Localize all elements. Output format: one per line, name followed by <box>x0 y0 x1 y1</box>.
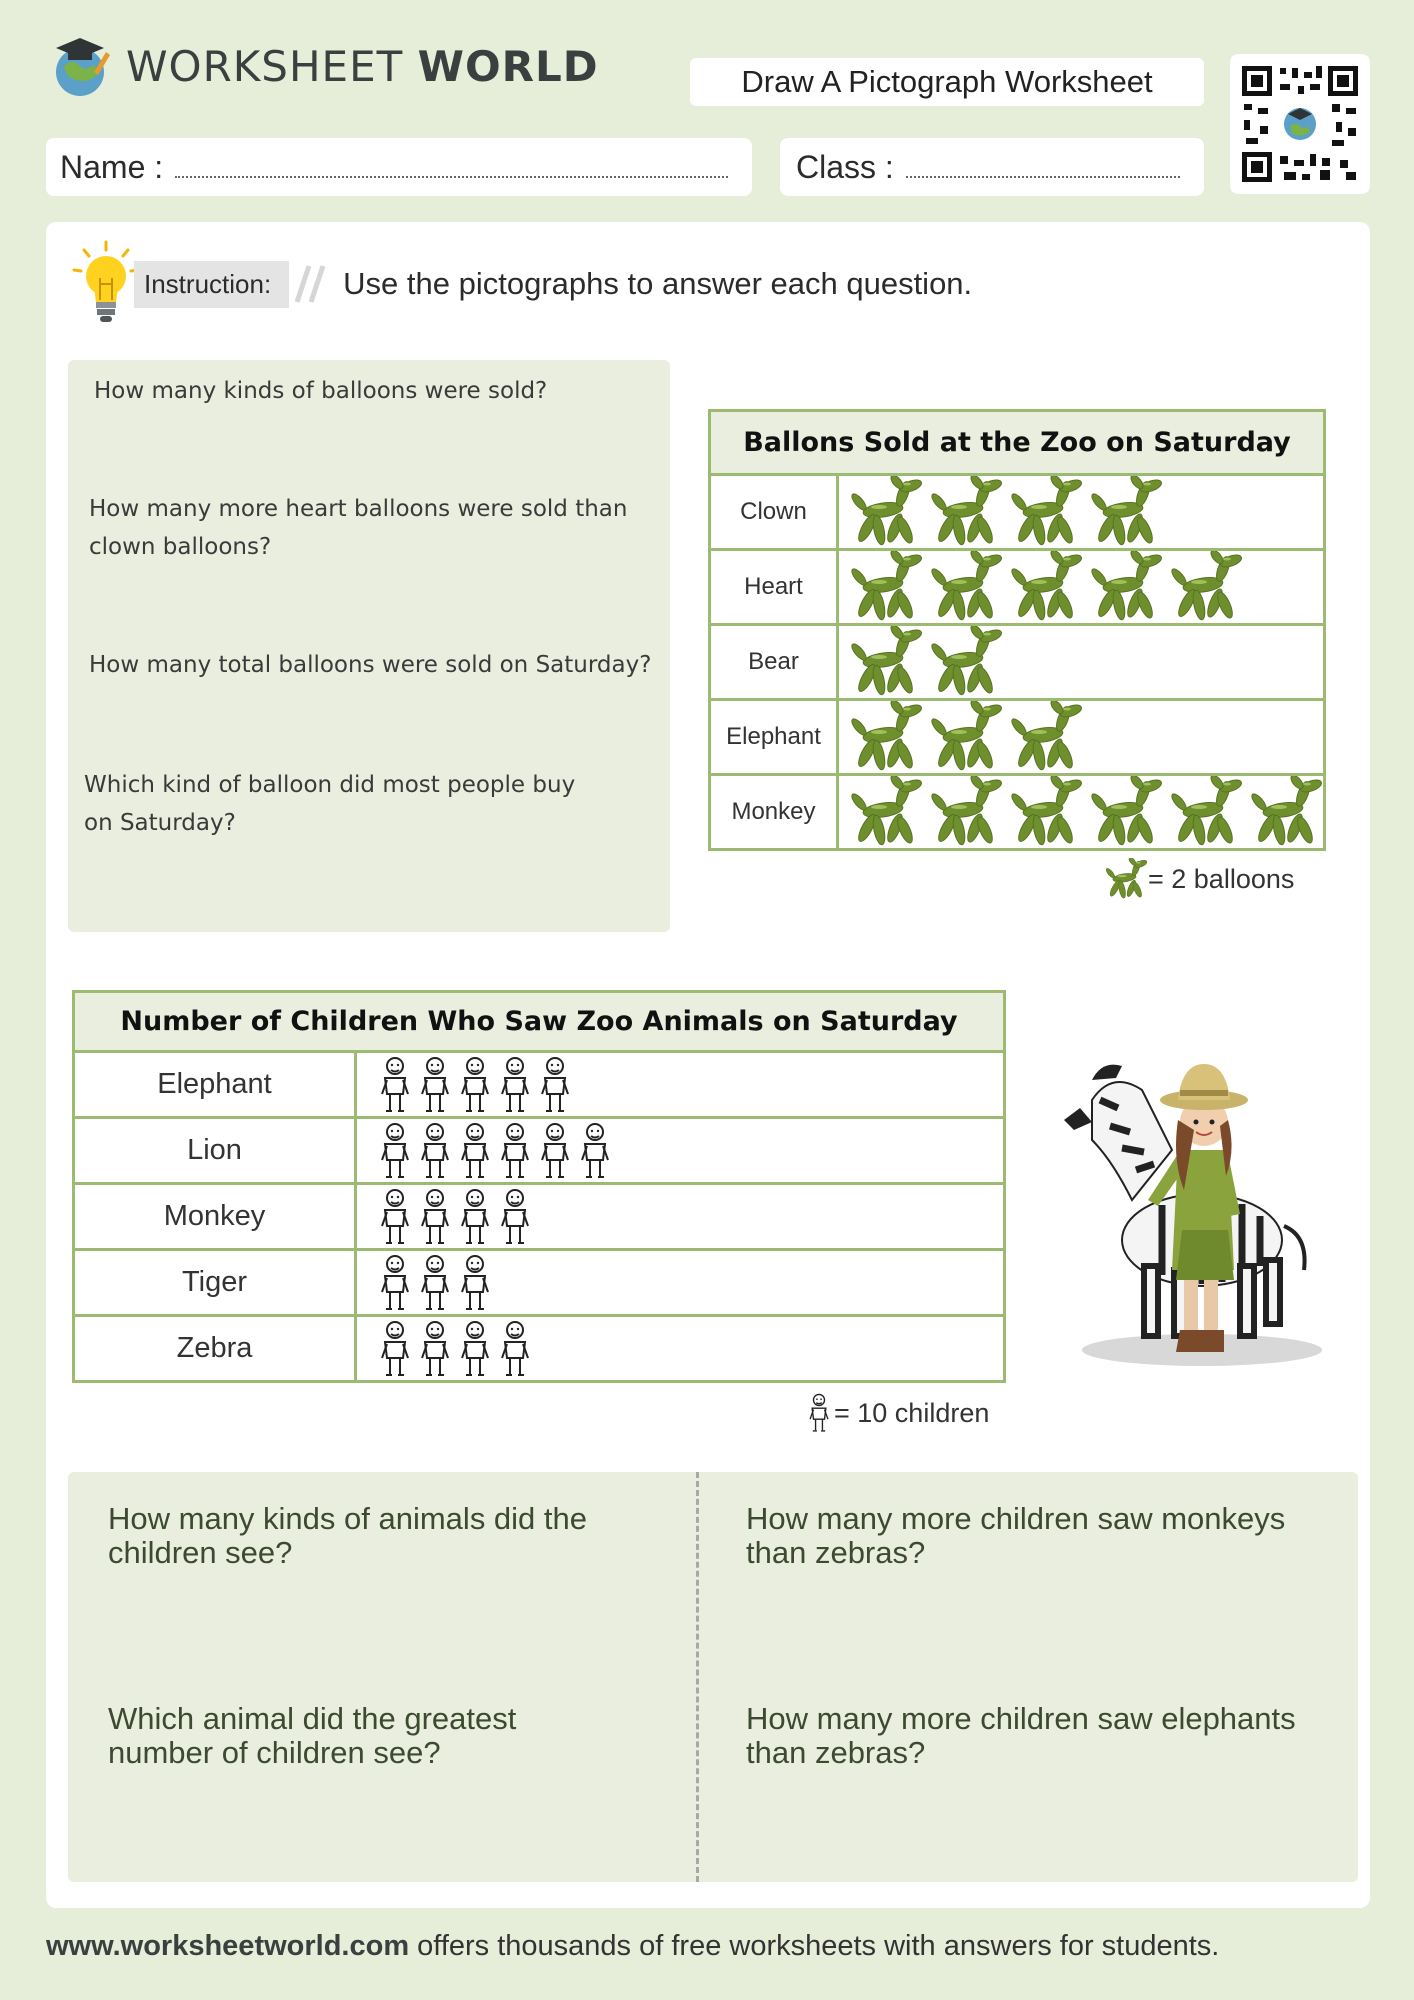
child-icon <box>419 1320 451 1378</box>
children-row-label: Lion <box>74 1118 356 1184</box>
class-write-line[interactable] <box>906 156 1180 178</box>
balloon-chart-title: Ballons Sold at the Zoo on Saturday <box>710 411 1325 475</box>
children-row <box>74 1184 1005 1250</box>
balloon-question-1: How many kinds of balloons were sold? <box>94 378 548 404</box>
child-icon <box>579 1122 611 1180</box>
balloon-dog-icon <box>925 776 1003 848</box>
children-question-1: How many kinds of animals did the children see? <box>108 1501 588 1570</box>
child-icon <box>459 1254 491 1312</box>
balloon-row <box>710 625 1325 700</box>
balloon-question-3: How many total balloons were sold on Saturday? <box>89 652 652 678</box>
children-row-icons <box>356 1118 1005 1184</box>
qr-code-icon <box>1240 64 1360 184</box>
child-icon <box>459 1122 491 1180</box>
child-icon <box>419 1188 451 1246</box>
children-row <box>74 1052 1005 1118</box>
balloon-row-icons <box>838 550 1325 625</box>
children-row-label: Elephant <box>74 1052 356 1118</box>
site-logo <box>46 32 599 100</box>
questions-divider <box>696 1472 699 1882</box>
balloon-row-label: Monkey <box>710 775 838 850</box>
balloon-dog-icon <box>1085 551 1163 623</box>
balloon-row-label: Heart <box>710 550 838 625</box>
children-row <box>74 1118 1005 1184</box>
balloon-row <box>710 775 1325 850</box>
child-icon <box>499 1188 531 1246</box>
child-icon <box>419 1254 451 1312</box>
balloon-dog-icon <box>845 776 923 848</box>
balloon-dog-icon <box>845 626 923 698</box>
balloon-row-icons <box>838 475 1325 550</box>
children-pictograph <box>72 990 1006 1383</box>
balloon-dog-icon <box>1005 776 1083 848</box>
children-row-icons <box>356 1184 1005 1250</box>
child-icon <box>539 1056 571 1114</box>
balloon-question-2: How many more heart balloons were sold than clown balloons? <box>89 496 628 560</box>
balloon-row <box>710 475 1325 550</box>
balloon-dog-icon <box>1245 776 1323 848</box>
instruction-row <box>70 240 972 328</box>
balloon-dog-icon <box>1005 476 1083 548</box>
child-icon <box>499 1056 531 1114</box>
balloon-row-icons <box>838 775 1325 850</box>
logo-globe-icon <box>46 32 114 100</box>
child-key-icon <box>808 1392 830 1434</box>
footer-site-link[interactable]: www.worksheetworld.com <box>46 1930 410 1962</box>
balloon-row-label: Clown <box>710 475 838 550</box>
instruction-label: Instruction: <box>134 261 289 308</box>
child-icon <box>459 1056 491 1114</box>
balloon-dog-icon <box>925 626 1003 698</box>
balloon-dog-icon <box>925 551 1003 623</box>
light-bulb-icon <box>70 240 142 328</box>
balloon-key-text: = 2 balloons <box>1148 863 1295 894</box>
footer <box>46 1930 1219 1963</box>
footer-text: offers thousands of free worksheets with answers for students. <box>409 1930 1220 1962</box>
zookeeper-zebra-illustration <box>1052 1030 1328 1370</box>
children-row-label: Tiger <box>74 1250 356 1316</box>
balloon-row-icons <box>838 700 1325 775</box>
children-question-2: How many more children saw monkeys than zebras? <box>746 1501 1286 1570</box>
children-row-icons <box>356 1052 1005 1118</box>
child-icon <box>459 1188 491 1246</box>
children-row-icons <box>356 1316 1005 1382</box>
children-row <box>74 1316 1005 1382</box>
child-icon <box>419 1056 451 1114</box>
child-icon <box>379 1122 411 1180</box>
children-row <box>74 1250 1005 1316</box>
child-icon <box>379 1254 411 1312</box>
balloon-key <box>1102 858 1294 900</box>
name-write-line[interactable] <box>175 156 728 178</box>
name-field[interactable] <box>46 138 752 196</box>
child-icon <box>499 1320 531 1378</box>
balloon-row-label: Bear <box>710 625 838 700</box>
children-chart-title: Number of Children Who Saw Zoo Animals on Saturday <box>74 992 1005 1052</box>
child-icon <box>499 1122 531 1180</box>
logo-text-light: WORKSHEET <box>126 41 418 91</box>
balloon-pictograph <box>708 409 1326 851</box>
balloon-row <box>710 700 1325 775</box>
balloon-dog-icon <box>1165 776 1243 848</box>
worksheet-title: Draw A Pictograph Worksheet <box>690 58 1204 106</box>
balloon-dog-icon <box>845 551 923 623</box>
slash-divider-icon <box>295 264 329 304</box>
balloon-dog-icon <box>845 476 923 548</box>
child-icon <box>379 1320 411 1378</box>
balloon-dog-icon <box>1085 776 1163 848</box>
qr-code[interactable] <box>1230 54 1370 194</box>
balloon-row <box>710 550 1325 625</box>
balloon-dog-icon <box>1005 701 1083 773</box>
child-icon <box>539 1122 571 1180</box>
balloon-dog-icon <box>1085 476 1163 548</box>
instruction-text: Use the pictographs to answer each question. <box>343 266 973 301</box>
child-icon <box>379 1188 411 1246</box>
child-icon <box>459 1320 491 1378</box>
balloon-dog-icon <box>845 701 923 773</box>
children-question-4: How many more children saw elephants than zebras? <box>746 1701 1296 1770</box>
balloon-row-label: Elephant <box>710 700 838 775</box>
children-question-3: Which animal did the greatest number of children see? <box>108 1701 517 1770</box>
balloon-dog-icon <box>925 476 1003 548</box>
logo-text-bold: WORLD <box>417 41 599 91</box>
children-key <box>808 1392 989 1434</box>
class-label: Class : <box>796 148 894 185</box>
child-icon <box>379 1056 411 1114</box>
name-label: Name : <box>60 148 164 185</box>
balloon-dog-icon <box>925 701 1003 773</box>
balloon-dog-icon <box>1165 551 1243 623</box>
children-key-text: = 10 children <box>834 1397 990 1428</box>
children-row-label: Monkey <box>74 1184 356 1250</box>
balloon-row-icons <box>838 625 1325 700</box>
class-field[interactable] <box>780 138 1204 196</box>
balloon-question-4: Which kind of balloon did most people buy on Saturday? <box>84 772 576 836</box>
balloon-dog-key-icon <box>1102 858 1148 900</box>
balloon-dog-icon <box>1005 551 1083 623</box>
children-row-label: Zebra <box>74 1316 356 1382</box>
children-row-icons <box>356 1250 1005 1316</box>
child-icon <box>419 1122 451 1180</box>
